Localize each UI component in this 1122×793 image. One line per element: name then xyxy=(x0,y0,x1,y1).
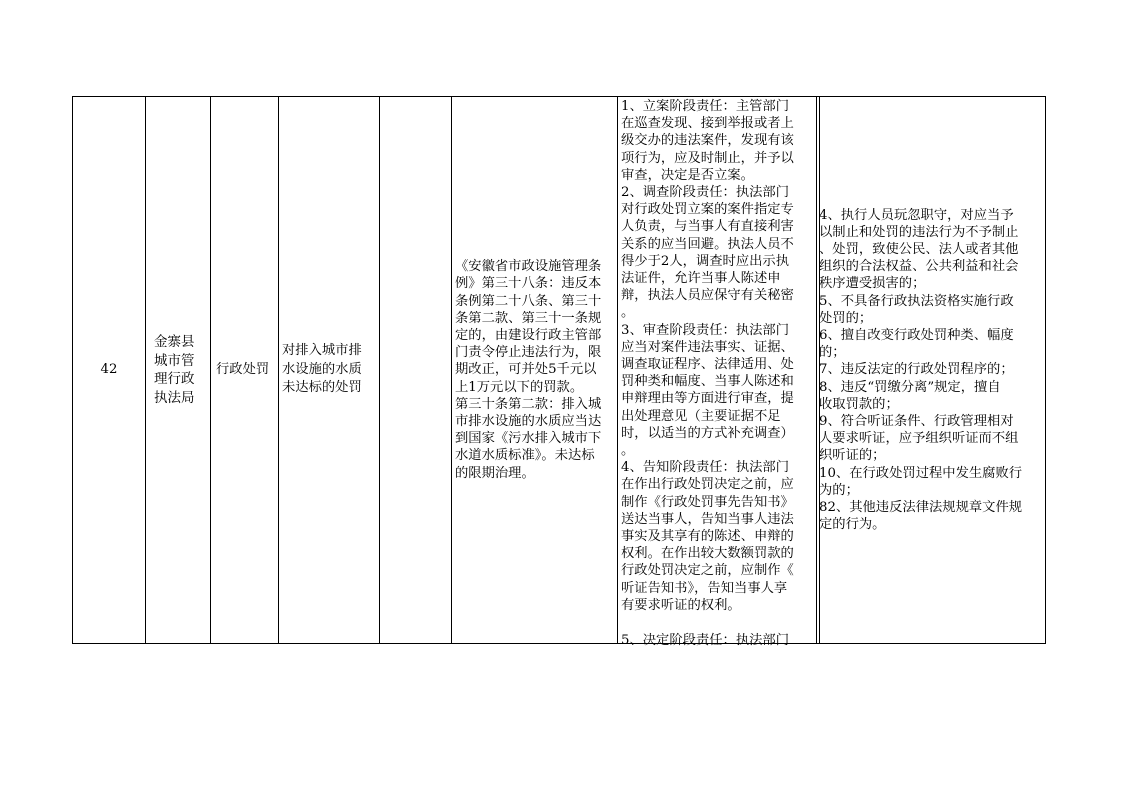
category-cell xyxy=(210,97,278,643)
basis-cell xyxy=(451,97,617,643)
legal-basis: 《安徽省市政设施管理条 例》第三十八条：违反本 条例第二十八条、第三十 条第二款、第三十一条规 定的，由建设行政主管部 门责令停止违法行为，限 期改正，可并处5千元以 上1万元以下的罚款。 第三十条第二款：排入城 市排水设施的水质应当达 到国家《污水排入城市下 水道水质标准》。未达标 的限期治理。 xyxy=(455,259,602,481)
item-name-cell xyxy=(278,97,379,643)
department-name: 金寨县 城市管 理行政 执法局 xyxy=(154,334,195,406)
category-label: 行政处罚 xyxy=(216,362,270,378)
row-number: 42 xyxy=(100,362,118,378)
accountability-text: 4、执行人员玩忽职守，对应当予 以制止和处罚的违法行为不予制止 、处罚，致使公民、法人或者其他 组织的合法权益、公共利益和社会 秩序遭受损害的； 5、不具备行政执法资格实施行政 处罚的； 6、擅自改变行政处罚种类、幅度 的； 7、违反法定的行政处罚程序的； 8、违反“罚缴分离”规定，擅自 收取罚款的； 9、符合听证条件、行政管理相对 人要求听证，应予组织听证而不组 织听证的； 10、在行政处罚过程中发生腐败行 为的； 82、其他违反法律法规规章文件规 定的行为。 xyxy=(819,207,1023,533)
item-name: 对排入城市排 水设施的水质 未达标的处罚 xyxy=(282,343,362,396)
column-divider xyxy=(816,97,817,643)
row-number-cell xyxy=(73,97,145,643)
sub-item-cell xyxy=(379,97,451,643)
responsibility-cutoff-line: 5、决定阶段责任：执法部门 xyxy=(621,633,790,648)
department-cell xyxy=(145,97,210,643)
accountability-cell xyxy=(819,97,1045,643)
responsibility-cell xyxy=(617,97,816,648)
table-row xyxy=(72,96,1046,648)
responsibility-text: 1、立案阶段责任：主管部门 在巡查发现、接到举报或者上 级交办的违法案件，发现有该 项行为，应及时制止，并予以 审查，决定是否立案。 2、调查阶段责任：执法部门 对行政处罚立案的案件指定专 人负责，与当事人有直接利害 关系的应当回避。执法人员不 得少于2人，调查时应出示执 法证件，允许当事人陈述申 辩，执法人员应保守有关秘密 。 3、审查阶段责任：执法部门 应当对案件违法事实、证据、 调查取证程序、法律适用、处 罚种类和幅度、当事人陈述和 申辩理由等方面进行审查，提 出处理意见（主要证据不足 时，以适当的方式补充调查） 。 4、告知阶段责任：执法部门 在作出行政处罚决定之前，应 制作《行政处罚事先告知书》 送达当事人，告知当事人违法 事实及其享有的陈述、申辩的 权利。在作出较大数额罚款的 行政处罚决定之前，应制作《 听证告知书》，告知当事人享 有要求听证的权利。 xyxy=(621,99,794,613)
responsibility-overflow xyxy=(617,633,816,649)
